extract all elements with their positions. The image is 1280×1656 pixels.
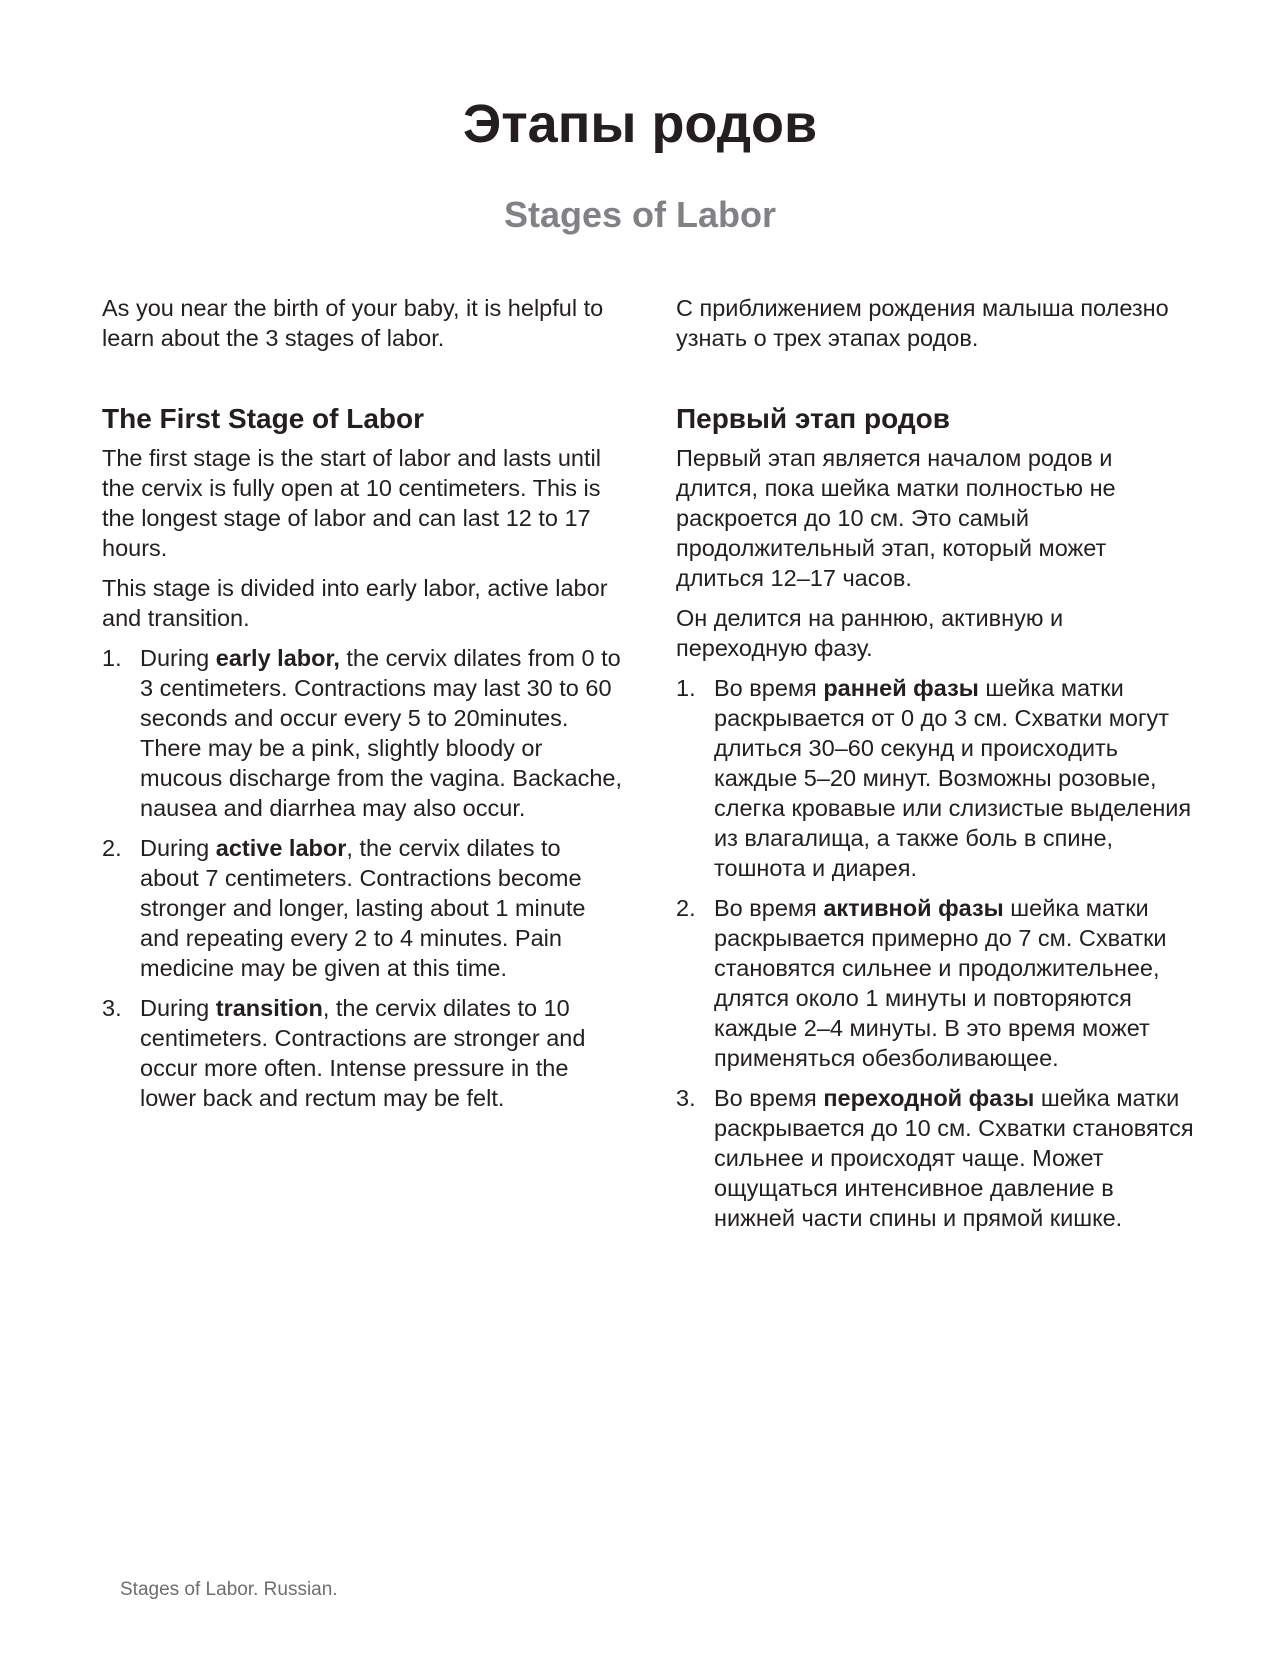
list-item-number: 1. — [102, 645, 122, 671]
list-item-term: transition — [215, 995, 323, 1021]
list-item-number: 3. — [676, 1085, 696, 1111]
list-item: 3. Во время переходной фазы шейка матки раскрывается до 10 см. Схватки становятся сильнее и происходят чаще. Может ощущаться интенсивное давление в нижней части спины и прямой кишке. — [676, 1085, 1194, 1231]
english-intro: As you near the birth of your baby, it is helpful to learn about the 3 stages of labor. — [102, 295, 604, 351]
list-item: 2. During active labor, the cervix dilates to about 7 centimeters. Contractions become stronger and longer, lasting about 1 minute and repeating every 2 to 4 minutes. Pain medicine may be given at this time. — [102, 835, 586, 981]
list-item-number: 3. — [102, 995, 122, 1021]
english-paragraph-2: This stage is divided into early labor, active labor and transition. — [102, 575, 608, 631]
list-item-term: активной фазы — [823, 895, 1004, 921]
page-footer: Stages of Labor. Russian. — [120, 1579, 338, 1600]
page-subtitle: Stages of Labor — [503, 194, 777, 235]
list-item: 1. During early labor, the cervix dilates from 0 to 3 centimeters. Contractions may last 30 to 60 seconds and occur every 5 to 20minutes. There may be a pink, slightly bloody or mucous discharge from the vagina. Backache, nausea and diarrhea may also occur. — [102, 645, 623, 821]
list-item-number: 1. — [676, 675, 696, 701]
list-item: 3. During transition, the cervix dilates to 10 centimeters. Contractions are stronger and occur more often. Intense pressure in the lower back and rectum may be felt. — [102, 995, 586, 1111]
list-item-number: 2. — [676, 895, 696, 921]
list-item-term: ранней фазы — [823, 675, 979, 701]
page-title: Этапы родов — [462, 94, 818, 154]
russian-phase-list — [676, 673, 1196, 1233]
russian-section-heading: Первый этап родов — [676, 403, 950, 434]
russian-intro: С приближением рождения малыша полезно узнать о трех этапах родов. — [676, 295, 1169, 351]
list-item-term: переходной фазы — [823, 1085, 1035, 1111]
russian-paragraph-1: Первый этап является началом родов и длится, пока шейка матки полностью не раскроется до 10 см. Это самый продолжительный этап, который может длиться 12–17 часов. — [676, 445, 1116, 591]
english-section-heading: The First Stage of Labor — [102, 403, 425, 434]
list-item-number: 2. — [102, 835, 122, 861]
list-item-term: active labor — [215, 835, 347, 861]
russian-paragraph-2: Он делится на раннюю, активную и переходную фазу. — [676, 605, 1064, 661]
list-item: 1. Во время ранней фазы шейка матки раскрывается от 0 до 3 см. Схватки могут длиться 30–60 секунд и происходить каждые 5–20 минут. Возможны розовые, слегка кровавые или слизистые выделения из влагалища, а также боль в спине, тошнота и диарея. — [676, 675, 1192, 881]
english-column — [102, 293, 622, 1123]
english-phase-list — [102, 643, 622, 1113]
english-paragraph-1: The first stage is the start of labor and lasts until the cervix is fully open at 10 centimeters. This is the longest stage of labor and can last 12 to 17 hours. — [102, 445, 601, 561]
list-item-term: early labor, — [215, 645, 340, 671]
list-item: 2. Во время активной фазы шейка матки раскрывается примерно до 7 см. Схватки становятся сильнее и продолжительнее, длятся около 1 минуты и повторяются каждые 2–4 минуты. В это время может применяться обезболивающее. — [676, 895, 1167, 1071]
russian-column — [676, 293, 1196, 1243]
